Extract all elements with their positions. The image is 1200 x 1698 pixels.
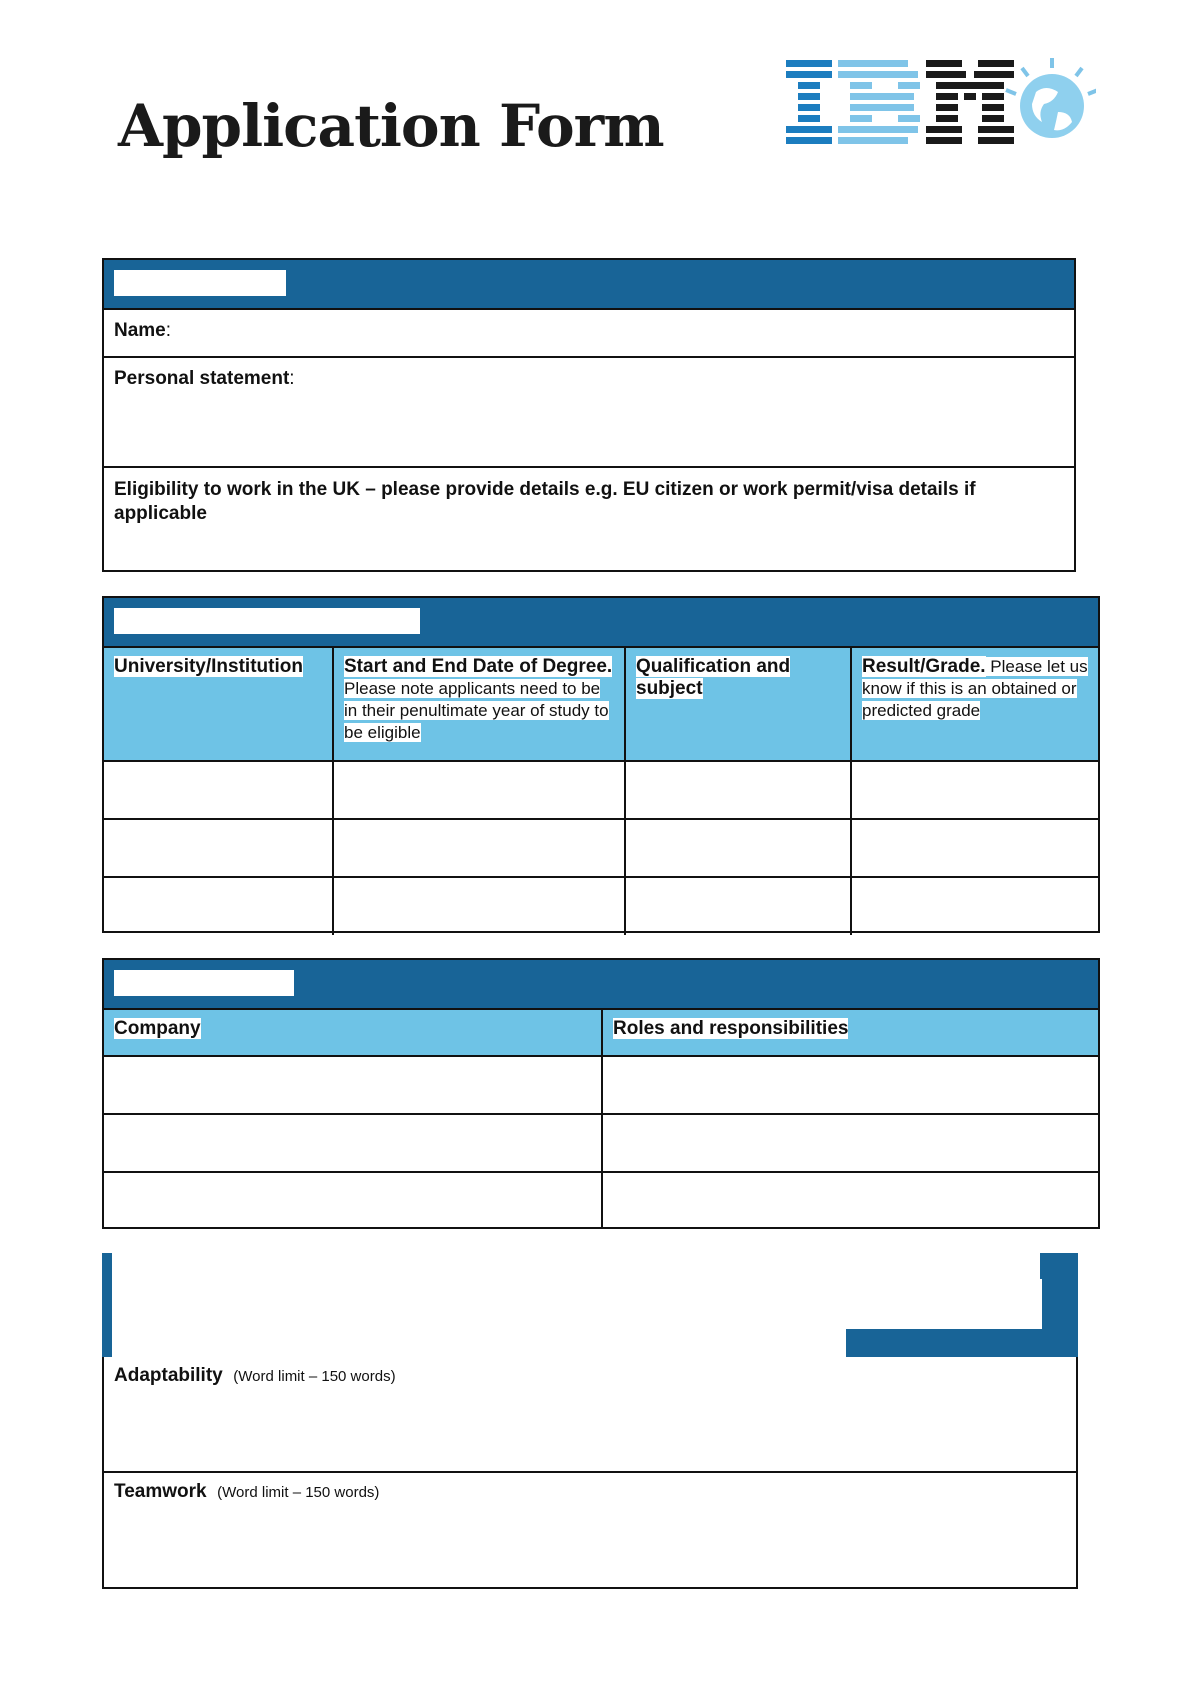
experience-section bbox=[102, 958, 1100, 1229]
section-title-box bbox=[114, 970, 294, 996]
table-row bbox=[104, 761, 1098, 819]
personal-statement-colon: : bbox=[289, 368, 295, 389]
personal-details-section bbox=[102, 258, 1076, 572]
globe-icon bbox=[1006, 58, 1096, 138]
section-header-bar bbox=[104, 960, 1098, 1010]
table-cell[interactable] bbox=[333, 877, 625, 935]
col-university bbox=[104, 648, 333, 761]
table-cell[interactable] bbox=[104, 761, 333, 819]
section-title-box bbox=[114, 270, 286, 296]
col-dates-label: Start and End Date of Degree. bbox=[344, 656, 613, 677]
personal-statement-field[interactable] bbox=[104, 358, 1074, 468]
header-right-block bbox=[846, 1329, 1046, 1357]
education-header-row bbox=[104, 648, 1098, 761]
table-cell[interactable] bbox=[104, 1172, 602, 1228]
teamwork-word-limit: (Word limit – 150 words) bbox=[217, 1484, 380, 1501]
experience-header-row bbox=[104, 1010, 1098, 1056]
table-row bbox=[104, 1172, 1098, 1228]
header-left-accent bbox=[102, 1253, 112, 1357]
table-cell[interactable] bbox=[851, 877, 1098, 935]
table-cell[interactable] bbox=[104, 1114, 602, 1172]
col-roles bbox=[602, 1010, 1098, 1056]
education-table bbox=[104, 648, 1098, 935]
teamwork-label: Teamwork bbox=[114, 1481, 207, 1502]
name-field[interactable] bbox=[104, 310, 1074, 358]
col-university-label: University/Institution bbox=[114, 656, 303, 677]
teamwork-field[interactable] bbox=[102, 1473, 1078, 1589]
table-cell[interactable] bbox=[625, 819, 851, 877]
table-row bbox=[104, 819, 1098, 877]
header-right-notch bbox=[1032, 1279, 1042, 1333]
col-dates bbox=[333, 648, 625, 761]
col-result bbox=[851, 648, 1098, 761]
col-company-label: Company bbox=[114, 1018, 201, 1039]
ibm-logo bbox=[786, 56, 1096, 156]
personal-statement-label: Personal statement bbox=[114, 368, 290, 389]
table-cell[interactable] bbox=[333, 819, 625, 877]
table-row bbox=[104, 1056, 1098, 1114]
col-company bbox=[104, 1010, 602, 1056]
ibm-wordmark-icon bbox=[786, 60, 1014, 144]
table-cell[interactable] bbox=[333, 761, 625, 819]
table-cell[interactable] bbox=[602, 1114, 1098, 1172]
name-label-colon: : bbox=[165, 320, 172, 341]
table-cell[interactable] bbox=[104, 819, 333, 877]
name-label: Name bbox=[114, 320, 166, 341]
table-cell[interactable] bbox=[602, 1056, 1098, 1114]
section-header-bar bbox=[104, 260, 1074, 310]
competencies-section bbox=[102, 1253, 1078, 1589]
table-cell[interactable] bbox=[104, 877, 333, 935]
adaptability-word-limit: (Word limit – 150 words) bbox=[233, 1368, 396, 1385]
table-cell[interactable] bbox=[602, 1172, 1098, 1228]
experience-table bbox=[104, 1010, 1098, 1228]
col-qualification-label: Qualification and subject bbox=[636, 656, 791, 699]
adaptability-label: Adaptability bbox=[114, 1365, 223, 1386]
table-cell[interactable] bbox=[625, 761, 851, 819]
col-qualification bbox=[625, 648, 851, 761]
section-title-box bbox=[114, 608, 420, 634]
col-roles-label: Roles and responsibilities bbox=[613, 1018, 849, 1039]
table-cell[interactable] bbox=[851, 761, 1098, 819]
table-cell[interactable] bbox=[104, 1056, 602, 1114]
col-result-label: Result/Grade. bbox=[862, 656, 986, 677]
table-row bbox=[104, 877, 1098, 935]
eligibility-field[interactable] bbox=[104, 468, 1074, 568]
eligibility-label: Eligibility to work in the UK – please provide details e.g. EU citizen or work permit/visa details if applicable bbox=[114, 479, 976, 524]
adaptability-field[interactable] bbox=[102, 1357, 1078, 1473]
page-title: Application Form bbox=[118, 92, 664, 160]
table-row bbox=[104, 1114, 1098, 1172]
section-header-bar bbox=[104, 598, 1098, 648]
table-cell[interactable] bbox=[625, 877, 851, 935]
col-result-note: Please let us know if this is an obtained or predicted grade bbox=[862, 657, 1088, 720]
education-section bbox=[102, 596, 1100, 933]
table-cell[interactable] bbox=[851, 819, 1098, 877]
col-dates-note: Please note applicants need to be in their penultimate year of study to be eligible bbox=[344, 679, 609, 742]
